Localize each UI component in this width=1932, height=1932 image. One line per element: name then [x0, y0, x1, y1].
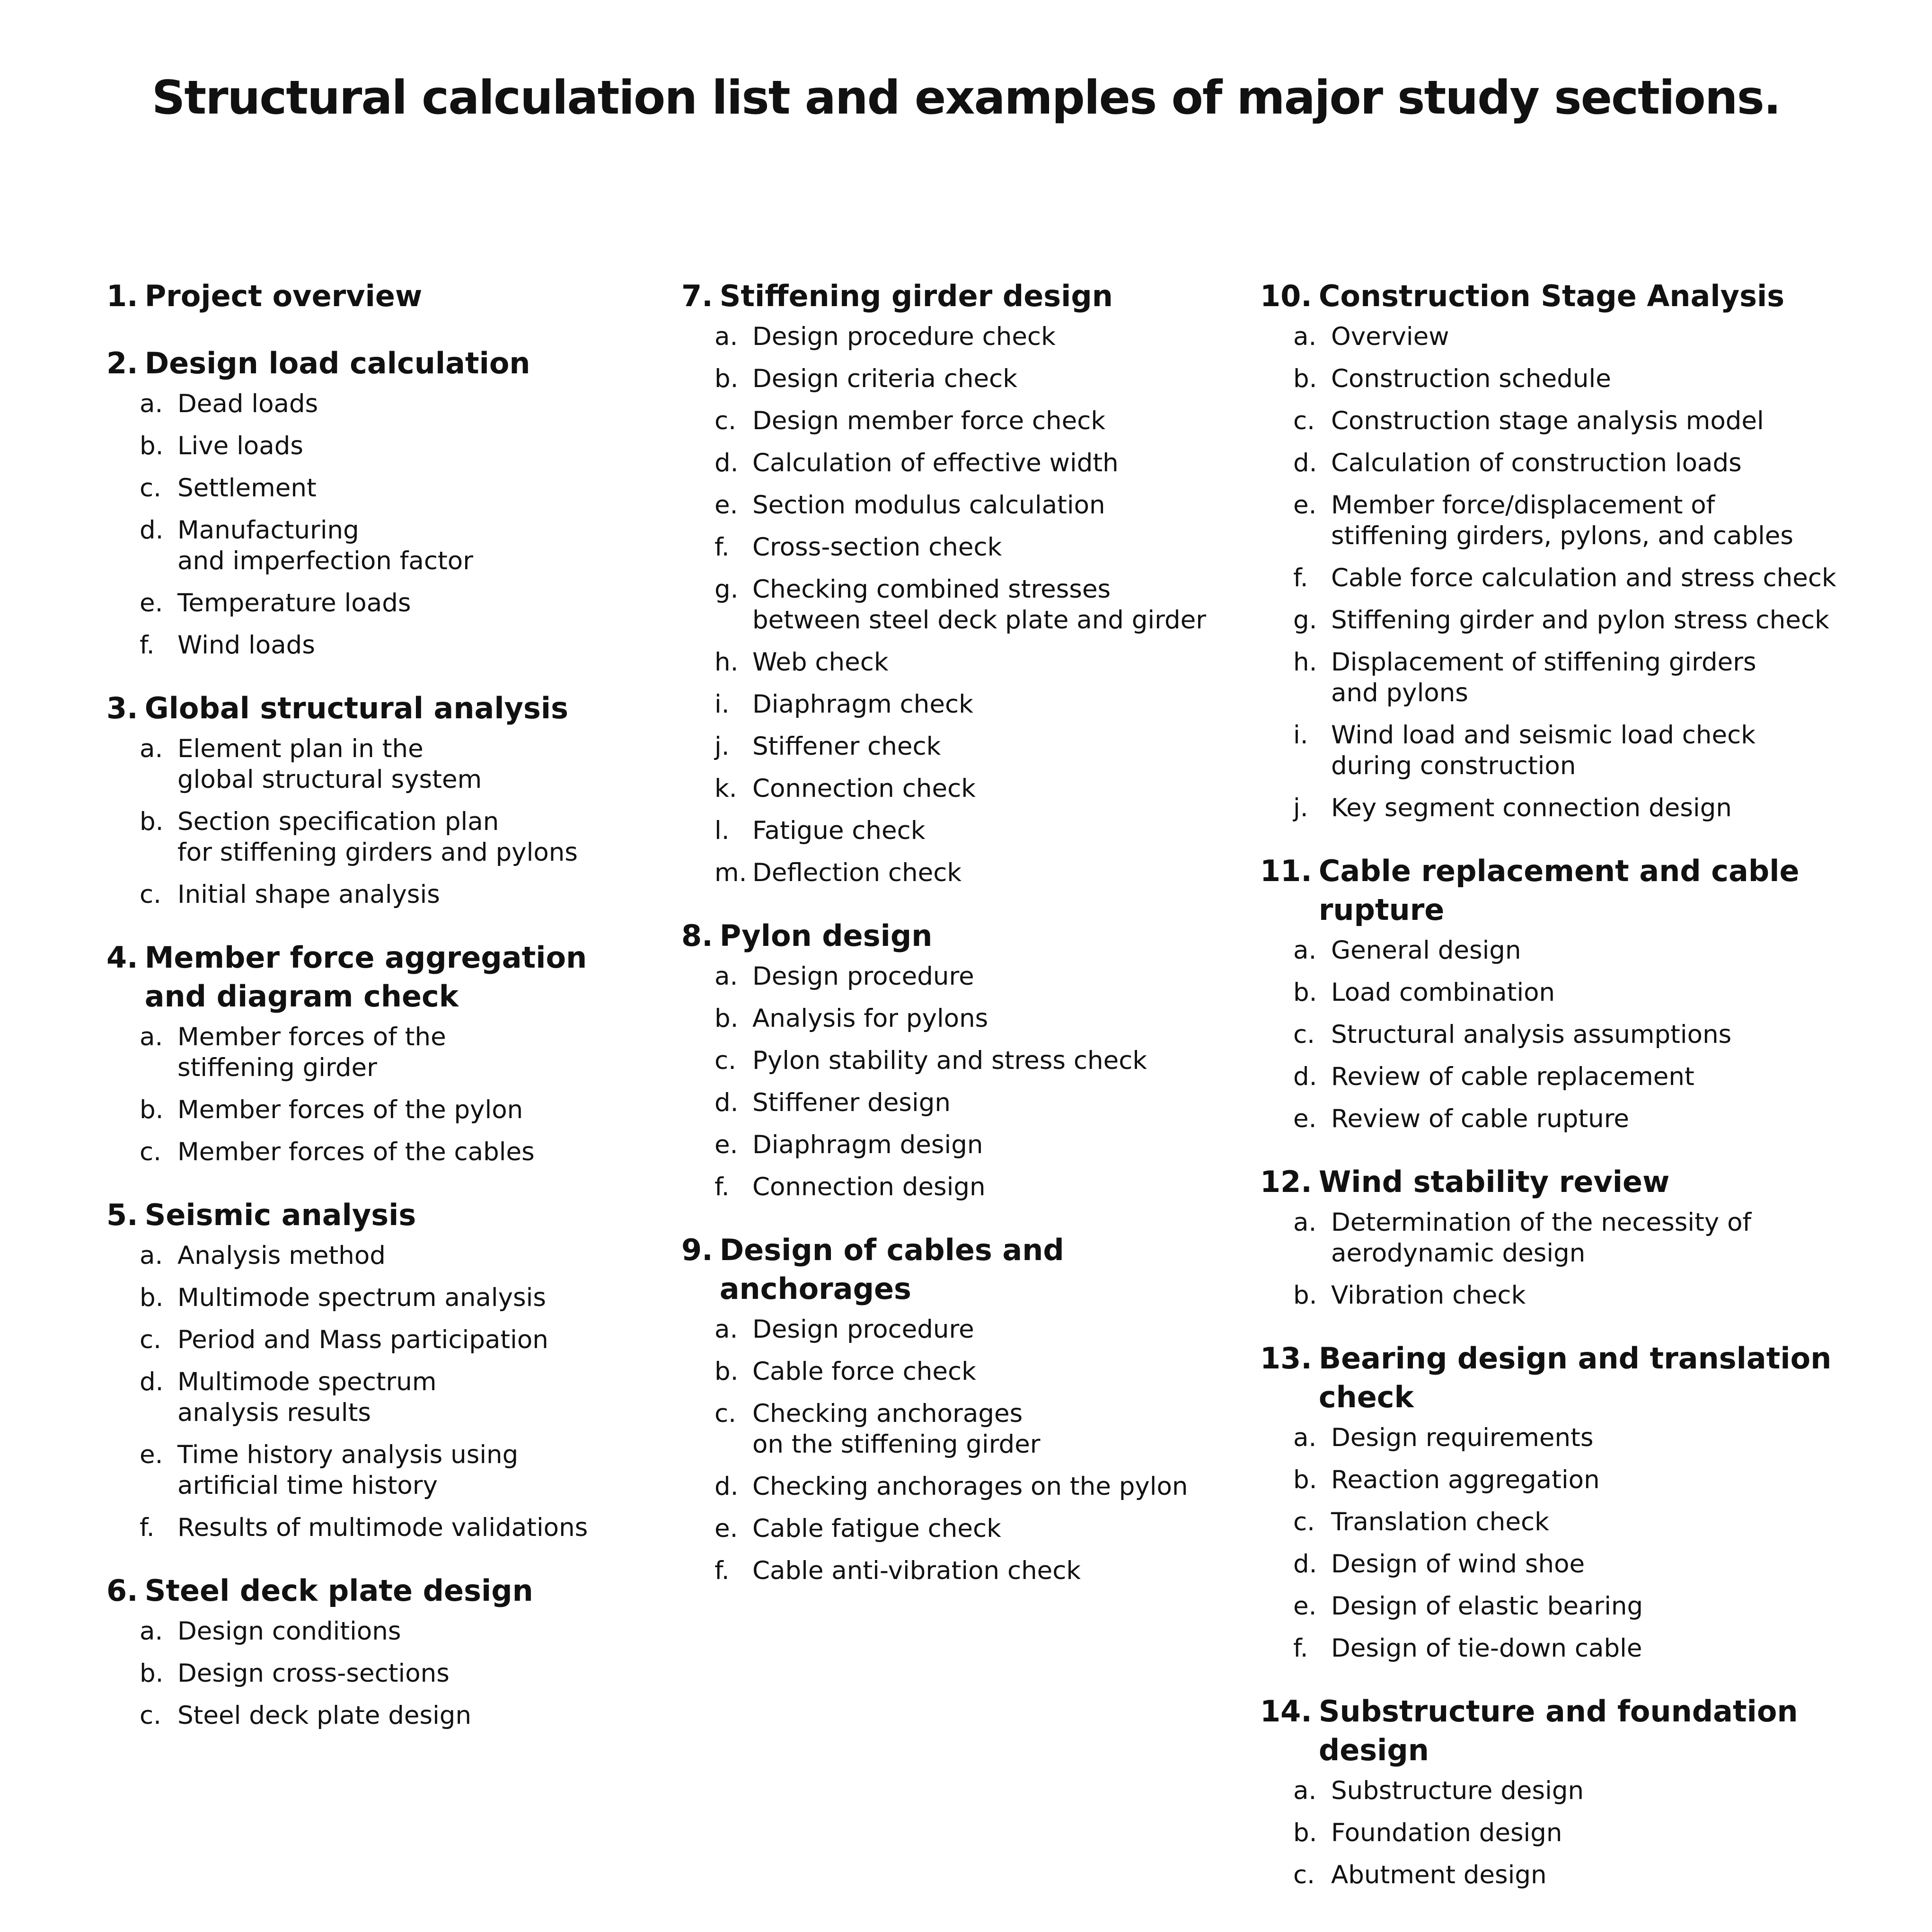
item-letter: f.: [140, 631, 155, 660]
item-letter: f.: [1293, 1634, 1308, 1663]
item-text: Web check: [752, 648, 889, 677]
list-item: [681, 1398, 1244, 1460]
list-item: [1260, 647, 1889, 708]
item-letter: a.: [1293, 1208, 1317, 1237]
item-text: Calculation of effective width: [752, 449, 1119, 477]
item-letter: b.: [140, 807, 164, 836]
section-number: 4.: [106, 940, 138, 975]
list-item: [1260, 1860, 1889, 1890]
list-item: [681, 689, 1244, 720]
section-number: 1.: [106, 279, 138, 313]
list-item: [1260, 1103, 1889, 1134]
item-letter: e.: [715, 1130, 738, 1159]
section-heading: [1260, 1692, 1889, 1770]
section: [1260, 1692, 1889, 1890]
item-text: Results of multimode validations: [177, 1513, 588, 1542]
item-text: Design of tie-down cable: [1331, 1634, 1642, 1663]
section-number: 2.: [106, 346, 138, 380]
section-number: 14.: [1260, 1694, 1312, 1729]
section-title: Construction Stage Analysis: [1318, 279, 1785, 313]
item-text: Cable anti-vibration check: [752, 1556, 1081, 1585]
item-letter: d.: [715, 1472, 739, 1501]
list-item: [106, 1512, 651, 1543]
list-item: [681, 574, 1244, 635]
section: [106, 938, 651, 1167]
item-text: Checking combined stresses between steel deck plate and girder: [752, 575, 1207, 635]
item-letter: i.: [1293, 721, 1308, 750]
list-item: [1260, 1775, 1889, 1806]
item-text: Element plan in the global structural system: [177, 734, 482, 794]
item-letter: e.: [1293, 1104, 1317, 1133]
section: [106, 1196, 651, 1543]
item-letter: h.: [1293, 648, 1317, 677]
list-item: [1260, 1591, 1889, 1622]
item-letter: b.: [715, 1004, 739, 1033]
section: [681, 917, 1244, 1202]
list-item: [681, 773, 1244, 804]
item-letter: c.: [140, 474, 161, 503]
item-letter: c.: [1293, 406, 1315, 435]
item-text: Member forces of the pylon: [177, 1095, 523, 1124]
item-letter: c.: [715, 1046, 736, 1075]
item-text: Checking anchorages on the stiffening girder: [752, 1399, 1041, 1459]
section-item-list: [106, 1240, 651, 1543]
section: [106, 344, 651, 661]
section-title: Stiffening girder design: [719, 279, 1113, 313]
item-letter: f.: [715, 533, 730, 562]
list-item: [681, 961, 1244, 992]
item-letter: d.: [715, 1088, 739, 1117]
item-text: Calculation of construction loads: [1331, 449, 1742, 477]
list-item: [106, 1700, 651, 1731]
list-item: [681, 815, 1244, 846]
list-item: [1260, 563, 1889, 593]
list-item: [106, 431, 651, 461]
list-item: [106, 588, 651, 618]
list-item: [106, 515, 651, 576]
section-item-list: [1260, 321, 1889, 823]
item-text: Stiffener design: [752, 1088, 951, 1117]
item-letter: a.: [715, 962, 738, 991]
item-letter: b.: [1293, 978, 1317, 1007]
list-item: [681, 1129, 1244, 1160]
item-text: Connection check: [752, 774, 976, 803]
item-text: Foundation design: [1331, 1818, 1562, 1847]
list-item: [1260, 1633, 1889, 1664]
item-text: Diaphragm design: [752, 1130, 983, 1159]
section-number: 8.: [681, 918, 713, 953]
item-text: Analysis for pylons: [752, 1004, 988, 1033]
list-item: [681, 363, 1244, 394]
item-text: Initial shape analysis: [177, 880, 440, 909]
item-text: Design conditions: [177, 1617, 401, 1646]
list-item: [681, 532, 1244, 563]
item-text: Construction schedule: [1331, 364, 1611, 393]
item-letter: c.: [140, 880, 161, 909]
item-text: Steel deck plate design: [177, 1701, 472, 1730]
item-letter: c.: [715, 1399, 736, 1428]
item-letter: e.: [1293, 491, 1317, 520]
item-text: Overview: [1331, 322, 1449, 351]
list-item: [106, 733, 651, 795]
item-letter: b.: [140, 1095, 164, 1124]
list-item: [1260, 720, 1889, 781]
item-letter: a.: [715, 322, 738, 351]
item-text: Member forces of the stiffening girder: [177, 1023, 446, 1082]
item-letter: f.: [1293, 564, 1308, 592]
section-number: 11.: [1260, 854, 1312, 888]
section-title: Seismic analysis: [144, 1198, 416, 1232]
list-item: [1260, 1061, 1889, 1092]
section: [1260, 1339, 1889, 1664]
item-text: Determination of the necessity of aerodynamic design: [1331, 1208, 1752, 1268]
list-item: [106, 473, 651, 503]
page-title: Structural calculation list and examples of major study sections.: [151, 71, 1781, 125]
item-letter: a.: [140, 1241, 163, 1270]
column-right: [1260, 277, 1889, 1919]
item-letter: e.: [715, 1514, 738, 1543]
item-text: Section specification plan for stiffening girders and pylons: [177, 807, 578, 867]
list-item: [106, 879, 651, 910]
section-number: 3.: [106, 691, 138, 725]
section-item-list: [1260, 1775, 1889, 1890]
item-letter: b.: [715, 364, 739, 393]
item-text: Multimode spectrum analysis results: [177, 1367, 437, 1427]
section-title: Substructure and foundation design: [1318, 1694, 1798, 1767]
section-item-list: [106, 388, 651, 661]
item-letter: c.: [140, 1138, 161, 1166]
item-letter: j.: [715, 732, 730, 761]
item-letter: d.: [1293, 1550, 1317, 1579]
item-letter: b.: [1293, 1465, 1317, 1494]
item-letter: c.: [140, 1701, 161, 1730]
list-item: [1260, 1507, 1889, 1537]
section-number: 5.: [106, 1198, 138, 1232]
item-letter: a.: [715, 1315, 738, 1344]
list-item: [106, 1240, 651, 1271]
item-letter: e.: [140, 589, 163, 618]
section: [106, 1571, 651, 1731]
section-item-list: [1260, 1207, 1889, 1311]
section: [1260, 1163, 1889, 1311]
item-text: Section modulus calculation: [752, 491, 1105, 520]
list-item: [1260, 793, 1889, 823]
item-text: Diaphragm check: [752, 690, 973, 719]
section-item-list: [681, 961, 1244, 1202]
item-text: Cable force calculation and stress check: [1331, 564, 1836, 592]
item-letter: e.: [1293, 1592, 1317, 1621]
list-item: [681, 448, 1244, 478]
list-item: [1260, 1207, 1889, 1269]
item-letter: c.: [1293, 1508, 1315, 1536]
list-item: [681, 857, 1244, 888]
section-number: 12.: [1260, 1164, 1312, 1199]
item-letter: d.: [715, 449, 739, 477]
list-item: [681, 490, 1244, 520]
item-text: Load combination: [1331, 978, 1555, 1007]
section-heading: [106, 277, 651, 316]
item-text: Cross-section check: [752, 533, 1002, 562]
item-text: Stiffener check: [752, 732, 941, 761]
item-letter: a.: [140, 1617, 163, 1646]
item-letter: g.: [1293, 606, 1317, 635]
section-title: Project overview: [144, 279, 423, 313]
item-text: Vibration check: [1331, 1281, 1526, 1310]
item-letter: f.: [140, 1513, 155, 1542]
item-text: Design procedure: [752, 962, 974, 991]
section: [1260, 852, 1889, 1134]
item-letter: e.: [715, 491, 738, 520]
list-item: [1260, 448, 1889, 478]
item-text: Checking anchorages on the pylon: [752, 1472, 1188, 1501]
section-number: 10.: [1260, 279, 1312, 313]
item-text: Fatigue check: [752, 816, 926, 845]
section-heading: [106, 344, 651, 383]
item-letter: a.: [1293, 1776, 1317, 1805]
item-text: Live loads: [177, 432, 303, 460]
item-text: Design member force check: [752, 406, 1106, 435]
item-letter: h.: [715, 648, 739, 677]
list-item: [681, 1003, 1244, 1034]
item-letter: a.: [140, 389, 163, 418]
item-letter: a.: [1293, 1423, 1317, 1452]
section: [681, 277, 1244, 888]
list-item: [106, 1324, 651, 1355]
list-item: [106, 1439, 651, 1501]
item-text: Substructure design: [1331, 1776, 1584, 1805]
list-item: [681, 1471, 1244, 1502]
list-item: [1260, 935, 1889, 966]
item-text: Design of wind shoe: [1331, 1550, 1585, 1579]
section-heading: [681, 917, 1244, 955]
item-letter: c.: [140, 1325, 161, 1354]
item-text: Connection design: [752, 1173, 986, 1201]
list-item: [1260, 1422, 1889, 1453]
item-letter: i.: [715, 690, 730, 719]
list-item: [1260, 1280, 1889, 1311]
item-text: Wind load and seismic load check during construction: [1331, 721, 1756, 780]
item-text: General design: [1331, 936, 1521, 965]
item-text: Reaction aggregation: [1331, 1465, 1600, 1494]
list-item: [106, 1367, 651, 1428]
item-text: Review of cable rupture: [1331, 1104, 1629, 1133]
item-text: Time history analysis using artificial time history: [177, 1440, 519, 1500]
list-item: [106, 388, 651, 419]
section-title: Wind stability review: [1318, 1164, 1670, 1199]
item-letter: c.: [1293, 1861, 1315, 1889]
item-letter: m.: [715, 858, 747, 887]
item-letter: g.: [715, 575, 739, 604]
list-item: [681, 1356, 1244, 1387]
section-number: 6.: [106, 1573, 138, 1608]
item-text: Review of cable replacement: [1331, 1062, 1694, 1091]
item-text: Structural analysis assumptions: [1331, 1020, 1732, 1049]
item-letter: b.: [1293, 1281, 1317, 1310]
list-item: [1260, 321, 1889, 352]
list-item: [106, 1137, 651, 1167]
item-letter: b.: [715, 1357, 739, 1386]
item-letter: d.: [1293, 1062, 1317, 1091]
item-letter: c.: [1293, 1020, 1315, 1049]
section-heading: [1260, 1339, 1889, 1417]
section-item-list: [106, 1022, 651, 1167]
section-item-list: [106, 1616, 651, 1731]
item-letter: a.: [1293, 936, 1317, 965]
list-item: [681, 731, 1244, 762]
item-text: Temperature loads: [177, 589, 411, 618]
item-letter: b.: [1293, 1818, 1317, 1847]
section-heading: [1260, 1163, 1889, 1201]
section-item-list: [681, 1314, 1244, 1586]
list-item: [106, 1282, 651, 1313]
item-text: Design requirements: [1331, 1423, 1594, 1452]
list-item: [1260, 1464, 1889, 1495]
item-letter: a.: [140, 1023, 163, 1051]
list-item: [106, 630, 651, 661]
list-item: [681, 1172, 1244, 1202]
section-title: Steel deck plate design: [144, 1573, 533, 1608]
item-letter: b.: [140, 1283, 164, 1312]
item-letter: b.: [1293, 364, 1317, 393]
section-title: Pylon design: [719, 918, 933, 953]
item-text: Key segment connection design: [1331, 794, 1732, 822]
item-letter: f.: [715, 1173, 730, 1201]
section-title: Member force aggregation and diagram check: [144, 940, 587, 1014]
item-text: Wind loads: [177, 631, 315, 660]
item-text: Pylon stability and stress check: [752, 1046, 1147, 1075]
list-item: [681, 647, 1244, 678]
section-title: Design of cables and anchorages: [719, 1233, 1064, 1306]
item-text: Design of elastic bearing: [1331, 1592, 1643, 1621]
section-item-list: [1260, 1422, 1889, 1664]
item-letter: c.: [715, 406, 736, 435]
item-text: Manufacturing and imperfection factor: [177, 516, 474, 575]
list-item: [1260, 1019, 1889, 1050]
item-letter: f.: [715, 1556, 730, 1585]
section: [106, 689, 651, 910]
item-text: Member forces of the cables: [177, 1138, 535, 1166]
list-item: [1260, 363, 1889, 394]
item-letter: b.: [140, 432, 164, 460]
section: [106, 277, 651, 316]
item-text: Stiffening girder and pylon stress check: [1331, 606, 1829, 635]
item-text: Translation check: [1331, 1508, 1549, 1536]
item-letter: l.: [715, 816, 730, 845]
list-item: [1260, 406, 1889, 436]
section-number: 13.: [1260, 1341, 1312, 1376]
item-text: Dead loads: [177, 389, 318, 418]
item-text: Member force/displacement of stiffening girders, pylons, and cables: [1331, 491, 1794, 550]
item-text: Analysis method: [177, 1241, 386, 1270]
list-item: [681, 321, 1244, 352]
item-letter: k.: [715, 774, 737, 803]
item-letter: d.: [1293, 449, 1317, 477]
section-item-list: [1260, 935, 1889, 1134]
item-letter: e.: [140, 1440, 163, 1469]
item-text: Multimode spectrum analysis: [177, 1283, 546, 1312]
list-item: [681, 406, 1244, 436]
column-middle: [681, 277, 1244, 1614]
item-letter: a.: [1293, 322, 1317, 351]
item-text: Design procedure: [752, 1315, 974, 1344]
list-item: [681, 1087, 1244, 1118]
list-item: [1260, 1549, 1889, 1579]
section-heading: [106, 1196, 651, 1235]
item-text: Period and Mass participation: [177, 1325, 548, 1354]
section: [681, 1231, 1244, 1586]
item-text: Cable force check: [752, 1357, 976, 1386]
section-title: Global structural analysis: [144, 691, 569, 725]
list-item: [106, 1094, 651, 1125]
list-item: [681, 1513, 1244, 1544]
section-heading: [681, 1231, 1244, 1308]
section-title: Bearing design and translation check: [1318, 1341, 1832, 1414]
item-text: Abutment design: [1331, 1861, 1547, 1889]
item-letter: d.: [140, 516, 164, 545]
section-item-list: [106, 733, 651, 910]
item-text: Construction stage analysis model: [1331, 406, 1764, 435]
list-item: [681, 1314, 1244, 1345]
section-title: Cable replacement and cable rupture: [1318, 854, 1800, 927]
item-text: Design procedure check: [752, 322, 1056, 351]
list-item: [1260, 490, 1889, 551]
item-text: Design criteria check: [752, 364, 1017, 393]
section-heading: [1260, 852, 1889, 929]
item-letter: j.: [1293, 794, 1308, 822]
item-text: Settlement: [177, 474, 317, 503]
section-heading: [106, 1571, 651, 1610]
list-item: [1260, 1817, 1889, 1848]
section-heading: [1260, 277, 1889, 316]
item-letter: d.: [140, 1367, 164, 1396]
item-text: Design cross-sections: [177, 1659, 450, 1688]
item-letter: a.: [140, 734, 163, 763]
column-left: [106, 277, 651, 1759]
section: [1260, 277, 1889, 823]
item-letter: b.: [140, 1659, 164, 1688]
list-item: [681, 1045, 1244, 1076]
section-number: 7.: [681, 279, 713, 313]
section-number: 9.: [681, 1233, 713, 1267]
list-item: [106, 1616, 651, 1647]
list-item: [1260, 605, 1889, 635]
item-text: Deflection check: [752, 858, 962, 887]
item-text: Displacement of stiffening girders and pylons: [1331, 648, 1756, 707]
list-item: [106, 806, 651, 868]
section-title: Design load calculation: [144, 346, 530, 380]
list-item: [1260, 977, 1889, 1008]
list-item: [106, 1658, 651, 1689]
list-item: [106, 1022, 651, 1083]
section-item-list: [681, 321, 1244, 888]
section-heading: [106, 938, 651, 1016]
section-heading: [681, 277, 1244, 316]
section-heading: [106, 689, 651, 728]
item-text: Cable fatigue check: [752, 1514, 1001, 1543]
list-item: [681, 1555, 1244, 1586]
